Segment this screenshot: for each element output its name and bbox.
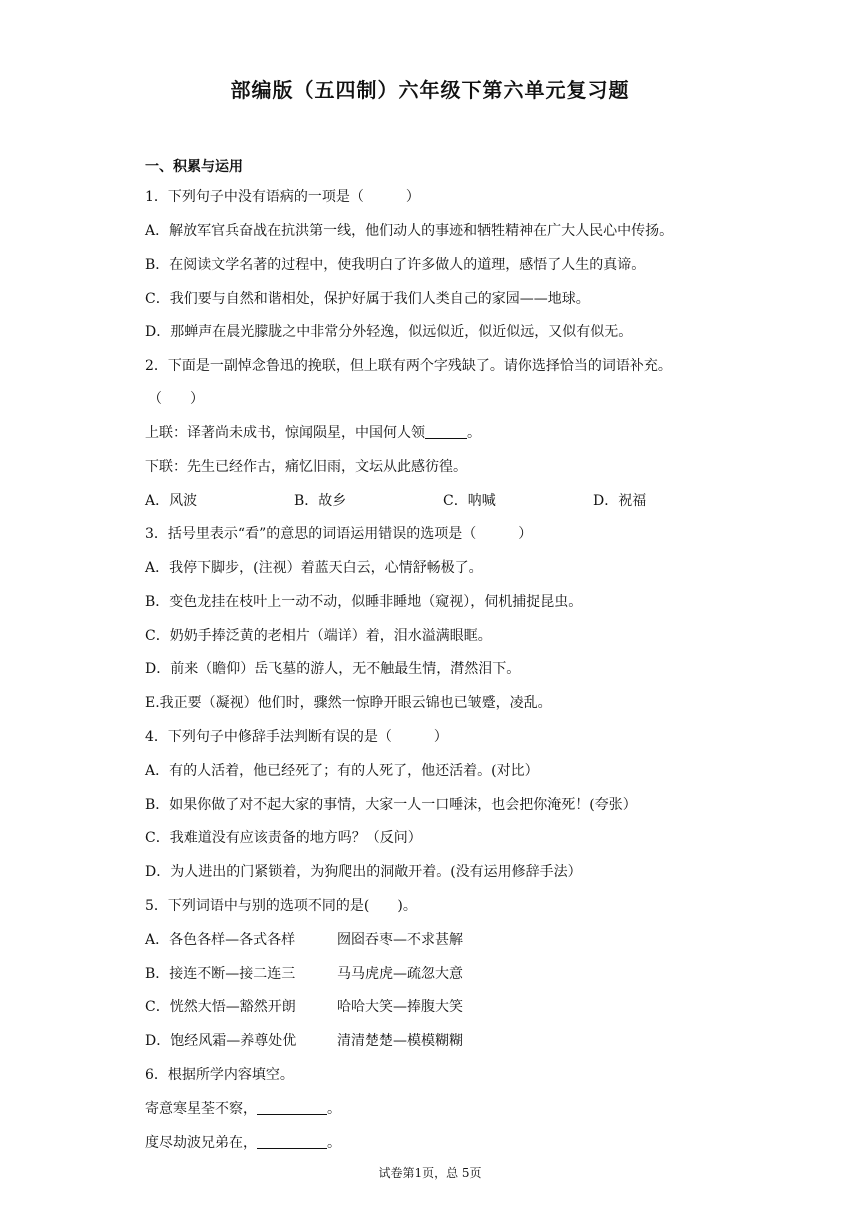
section-heading: 一、积累与运用 — [145, 159, 243, 175]
q3-option-e: E.我正要（凝视）他们时，骤然一惊睁开眼云锦也已皱蹙，凌乱。 — [145, 695, 552, 711]
q1-option-d: D．那蝉声在晨光朦胧之中非常分外轻逸，似远似近，似近似远，又似有似无。 — [145, 324, 633, 340]
q3-option-d: D．前来（瞻仰）岳飞墓的游人，无不触最生情，潸然泪下。 — [145, 661, 521, 677]
q1-option-c: C．我们要与自然和谐相处，保护好属于我们人类自己的家园——地球。 — [145, 291, 590, 307]
q5-stem: 5．下列词语中与别的选项不同的是( )。 — [145, 898, 417, 914]
q5-option-c — [145, 996, 463, 1016]
q5-option-a-left: A．各色各样—各式各样 — [145, 932, 296, 948]
q3-option-a: A．我停下脚步，(注视）着蓝天白云，心情舒畅极了。 — [145, 560, 483, 576]
q2-option-a: A．风波 — [145, 493, 198, 509]
q6-line-1-blank: ＿＿＿＿＿ — [257, 1101, 327, 1117]
q2-lower-couplet: 下联：先生已经作古，痛忆旧雨，文坛从此感彷徨。 — [145, 459, 467, 475]
q1-stem: 1．下列句子中没有语病的一项是（ ） — [145, 189, 420, 205]
page-title: 部编版（五四制）六年级下第六单元复习题 — [230, 78, 630, 102]
q6-line-2-text: 度尽劫波兄弟在， — [145, 1135, 257, 1151]
q5-option-b-left: B．接连不断—接二连三 — [145, 966, 296, 982]
q5-option-b — [145, 963, 463, 983]
q6-line-2 — [145, 1132, 341, 1152]
q1-option-a: A．解放军官兵奋战在抗洪第一线，他们动人的事迹和牺牲精神在广大人民心中传扬。 — [145, 223, 674, 239]
q6-line-1 — [145, 1098, 341, 1118]
q2-option-c: C．呐喊 — [443, 493, 496, 509]
q5-option-d-right: 清清楚楚—模模糊糊 — [337, 1033, 463, 1049]
q3-option-c: C．奶奶手捧泛黄的老相片（端详）着，泪水溢满眼眶。 — [145, 628, 492, 644]
q2-option-d: D．祝福 — [593, 493, 647, 509]
q4-option-d: D．为人进出的门紧锁着，为狗爬出的洞敞开着。(没有运用修辞手法） — [145, 864, 582, 880]
q5-option-c-left: C．恍然大悟—豁然开朗 — [145, 999, 296, 1015]
q6-line-1-end: 。 — [327, 1101, 341, 1117]
q3-stem: 3．括号里表示“看”的意思的词语运用错误的选项是（ ） — [145, 526, 533, 542]
q2-upper-couplet — [145, 422, 481, 442]
q6-stem: 6．根据所学内容填空。 — [145, 1067, 294, 1083]
page-footer: 试卷第1页，总 5页 — [378, 1166, 482, 1180]
q2-answer-paren: （ ） — [148, 391, 204, 407]
q2-upper-text: 上联：译著尚未成书，惊闻陨星，中国何人领 — [145, 425, 425, 441]
q4-option-b: B．如果你做了对不起大家的事情，大家一人一口唾沫，也会把你淹死！(夸张） — [145, 797, 637, 813]
q3-option-b: B．变色龙挂在枝叶上一动不动，似睡非睡地（窥视），伺机捕捉昆虫。 — [145, 594, 583, 610]
q5-option-a — [145, 929, 463, 949]
q6-line-1-text: 寄意寒星荃不察， — [145, 1101, 257, 1117]
q4-option-a: A．有的人活着，他已经死了；有的人死了，他还活着。(对比） — [145, 763, 539, 779]
q2-upper-end: 。 — [467, 425, 481, 441]
q5-option-b-right: 马马虎虎—疏忽大意 — [337, 966, 463, 982]
q6-line-2-end: 。 — [327, 1135, 341, 1151]
q4-option-c: C．我难道没有应该责备的地方吗？（反问） — [145, 830, 422, 846]
q6-line-2-blank: ＿＿＿＿＿ — [257, 1135, 327, 1151]
q5-option-d-left: D．饱经风霜—养尊处优 — [145, 1033, 297, 1049]
q5-option-d — [145, 1030, 463, 1050]
q5-option-a-right: 囫囵吞枣—不求甚解 — [337, 932, 463, 948]
q5-option-c-right: 哈哈大笑—捧腹大笑 — [337, 999, 463, 1015]
q2-upper-blank: ＿＿＿ — [425, 425, 467, 441]
q2-option-b: B．故乡 — [294, 493, 347, 509]
q2-stem: 2．下面是一副悼念鲁迅的挽联，但上联有两个字残缺了。请你选择恰当的词语补充。 — [145, 358, 672, 374]
q4-stem: 4．下列句子中修辞手法判断有误的是（ ） — [145, 729, 448, 745]
q1-option-b: B．在阅读文学名著的过程中，使我明白了许多做人的道理，感悟了人生的真谛。 — [145, 257, 646, 273]
